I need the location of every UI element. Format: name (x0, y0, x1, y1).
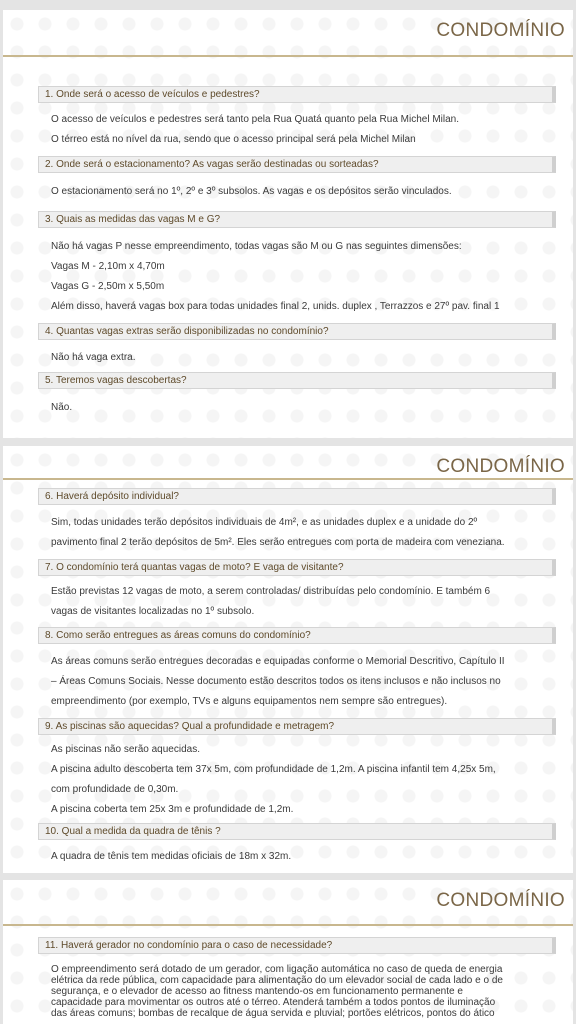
question-6: 6. Haverá depósito individual? (38, 488, 556, 505)
question-11: 11. Haverá gerador no condomínio para o caso de necessidade? (38, 937, 556, 954)
answer-5 (51, 398, 72, 418)
question-4: 4. Quantas vagas extras serão disponibilizadas no condomínio? (38, 323, 556, 340)
question-1: 1. Onde será o acesso de veículos e pedestres? (38, 86, 556, 103)
answer-line: A piscina adulto descoberta tem 37x 5m, com profundidade de 1,2m. A piscina infantil tem 4,25x 5m, (51, 764, 496, 775)
answer-line: O estacionamento será no 1º, 2º e 3º subsolos. As vagas e os depósitos serão vinculados. (51, 186, 452, 197)
answer-line: A quadra de tênis tem medidas oficiais de 18m x 32m. (51, 851, 292, 862)
answer-line: As piscinas não serão aquecidas. (51, 744, 200, 755)
answer-9 (51, 740, 496, 820)
answer-line: Sim, todas unidades terão depósitos individuais de 4m², e as unidades duplex e a unidade do 2º (51, 517, 478, 528)
answer-line: elétrica da rede pública, com capacidade para alimentação do um elevador social de cada lado e o de (51, 975, 503, 986)
answer-10 (51, 847, 291, 867)
document-page-2 (3, 446, 573, 873)
answer-line: Estão previstas 12 vagas de moto, a serem controladas/ distribuídas pelo condomínio. E também 6 (51, 586, 491, 597)
answer-line: das áreas comuns; bombas de recalque de água servida e pluvial; portões elétricos, pontos do ático (51, 1008, 495, 1019)
header-rule (3, 924, 573, 926)
page-header: CONDOMÍNIO (436, 456, 565, 477)
answer-7 (51, 582, 490, 622)
answer-line: O térreo está no nível da rua, sendo que o acesso principal será pela Michel Milan (51, 134, 416, 145)
answer-line: O acesso de veículos e pedestres será tanto pela Rua Quatá quanto pela Rua Michel Milan. (51, 114, 460, 125)
answer-11 (51, 964, 559, 1019)
question-5: 5. Teremos vagas descobertas? (38, 372, 556, 389)
answer-line: – Áreas Comuns Sociais. Nesse documento estão descritos todos os itens inclusos e não inclusos no (51, 676, 501, 687)
answer-4 (51, 348, 136, 368)
answer-2 (51, 182, 452, 202)
answer-8 (51, 652, 505, 712)
answer-line: Não há vagas P nesse empreendimento, todas vagas são M ou G nas seguintes dimensões: (51, 241, 462, 252)
answer-line: A piscina coberta tem 25x 3m e profundidade de 1,2m. (51, 804, 294, 815)
answer-line: Não há vaga extra. (51, 352, 136, 363)
page-header: CONDOMÍNIO (436, 890, 565, 911)
answer-line: Vagas M - 2,10m x 4,70m (51, 261, 165, 272)
question-3: 3. Quais as medidas das vagas M e G? (38, 211, 556, 228)
answer-line: vagas de visitantes localizadas no 1º subsolo. (51, 606, 255, 617)
answer-line: segurança, e o elevador de acesso ao fitness mantendo-os em funcionamento permanente e (51, 986, 463, 997)
answer-line: O empreendimento será dotado de um gerador, com ligação automática no caso de queda de energia (51, 964, 503, 975)
header-rule (3, 55, 573, 57)
question-9: 9. As piscinas são aquecidas? Qual a profundidade e metragem? (38, 718, 556, 735)
question-7: 7. O condomínio terá quantas vagas de moto? E vaga de visitante? (38, 559, 556, 576)
header-rule (3, 478, 573, 480)
answer-line: Além disso, haverá vagas box para todas unidades final 2, unids. duplex , Terrazzos e 27º pav. final 1 (51, 301, 500, 312)
answer-6 (51, 513, 505, 553)
document-page-1 (3, 10, 573, 438)
answer-line: capacidade para movimentar os outros até o térreo. Atenderá também a todos pontos de iluminação (51, 997, 496, 1008)
answer-line: com profundidade de 0,30m. (51, 784, 179, 795)
question-2: 2. Onde será o estacionamento? As vagas serão destinadas ou sorteadas? (38, 156, 556, 173)
answer-line: pavimento final 2 terão depósitos de 5m². Eles serão entregues com porta de madeira com veneziana. (51, 537, 505, 548)
answer-3 (51, 237, 500, 317)
answer-line: Não. (51, 402, 73, 413)
answer-line: Vagas G - 2,50m x 5,50m (51, 281, 165, 292)
question-10: 10. Qual a medida da quadra de tênis ? (38, 823, 556, 840)
question-8: 8. Como serão entregues as áreas comuns do condomínio? (38, 627, 556, 644)
page-header: CONDOMÍNIO (436, 20, 565, 41)
answer-1 (51, 110, 459, 150)
answer-line: empreendimento (por exemplo, TVs e alguns equipamentos nem sempre são entregues). (51, 696, 448, 707)
document-page-3 (3, 880, 573, 1024)
answer-line: As áreas comuns serão entregues decoradas e equipadas conforme o Memorial Descritivo, Capítulo II (51, 656, 505, 667)
